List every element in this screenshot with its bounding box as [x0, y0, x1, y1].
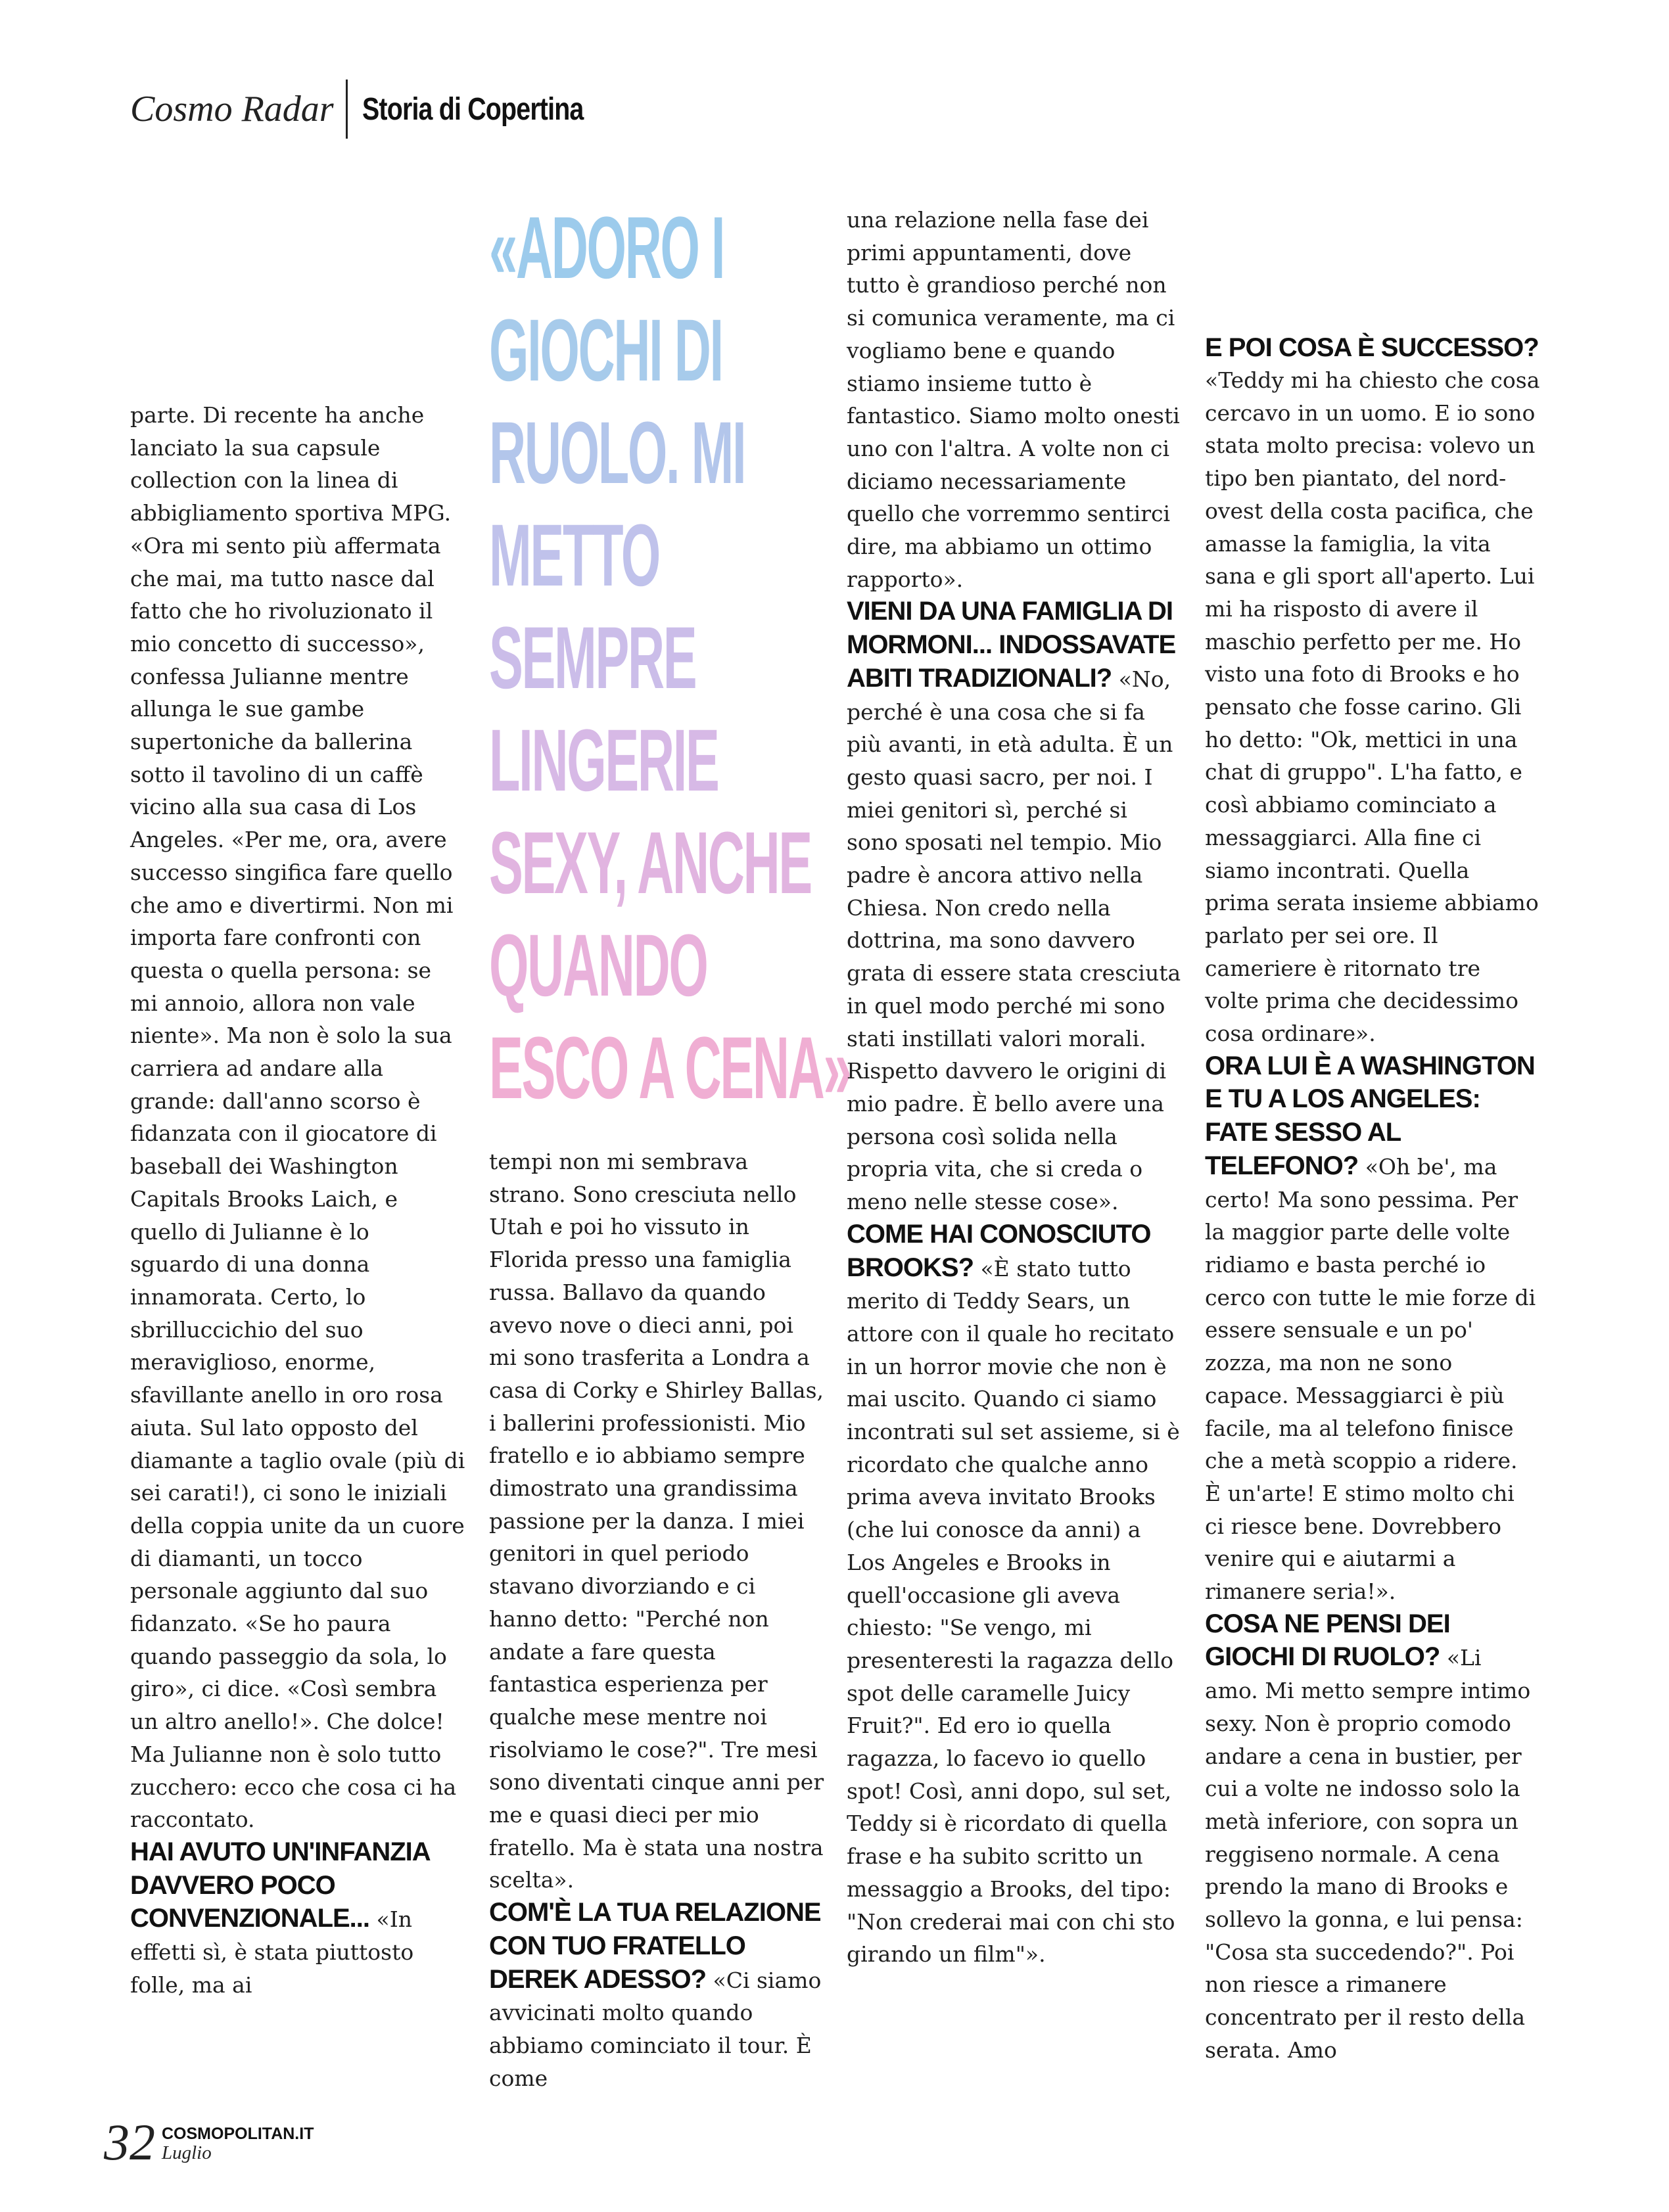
- interview-question: E POI COSA È SUCCESSO?: [1205, 333, 1539, 362]
- column-4-interview-3: [1205, 1608, 1540, 2067]
- interview-question: COM'È LA TUA RELAZIONE CON TUO FRATELLO DEREK ADESSO?: [489, 1898, 821, 1994]
- article-column-3: [847, 204, 1182, 1971]
- interview-answer: «Teddy mi ha chiesto che cosa cercavo in un uomo. E io sono stata molto precisa: volevo un tipo ben piantato, del nord-ovest della costa pacifica, che amasse la famiglia, la vita sana e gli sport all'aperto. Lui mi ha risposto di avere il maschio perfetto per me. Ho visto una foto di Brooks e ho pensato che fosse carino. Gli ho detto: "Ok, mettici in una chat di gruppo". L'ha fatto, e così abbiamo cominciato a messaggiarci. Alla fine ci siamo incontrati. Quella prima serata insieme abbiamo parlato per sei ore. Il cameriere è ritornato tre volte prima che decidessimo cosa ordinare».: [1205, 367, 1540, 1047]
- pull-quote-line: SEMPRE: [489, 609, 696, 707]
- pull-quote-line: SEXY, ANCHE: [489, 814, 811, 912]
- article-column-2: [489, 1145, 824, 2094]
- pull-quote-line: «ADORO I: [489, 199, 724, 297]
- column-3-interview-1: [847, 595, 1182, 1218]
- pull-quote-line: QUANDO: [489, 917, 707, 1015]
- column-3-interview-2: [847, 1218, 1182, 1971]
- interview-question: COME HAI CONOSCIUTO BROOKS?: [847, 1219, 1151, 1282]
- pull-quote-line: LINGERIE: [489, 712, 718, 810]
- site-url: COSMOPOLITAN.IT: [162, 2125, 314, 2143]
- pull-quote: [489, 197, 857, 1120]
- interview-answer: «È stato tutto merito di Teddy Sears, un attore con il quale ho recitato in un horror movie che non è mai uscito. Quando ci siamo incontrati sul set assieme, si è ricordato che qualche anno prima aveva invitato Brooks (che lui conosce da anni) a Los Angeles e Brooks in quell'occasione gli aveva chiesto: "Se vengo, mi presenteresti la ragazza dello spot delle caramelle Juicy Fruit?". Ed ero io quella ragazza, lo facevo io quello spot! Così, anni dopo, sul set, Teddy si è ricordato di quella frase e ha subito scritto un messaggio a Brooks, del tipo: "Non crederai mai con chi sto girando un film"».: [847, 1255, 1180, 1968]
- subsection-title: Storia di Copertina: [362, 91, 584, 127]
- interview-question: HAI AVUTO UN'INFANZIA DAVVERO POCO CONVENZIONALE...: [130, 1837, 430, 1933]
- interview-answer: «In effetti sì, è stata piuttosto folle, ma ai: [130, 1906, 414, 1998]
- column-4-interview-2: [1205, 1050, 1540, 1608]
- page-header: [130, 78, 632, 141]
- article-column-4: [1205, 332, 1540, 2067]
- pull-quote-line: ESCO A CENA»: [489, 1019, 851, 1117]
- interview-question: ORA LUI È A WASHINGTON E TU A LOS ANGELES: FATE SESSO AL TELEFONO?: [1205, 1051, 1535, 1180]
- section-title: Cosmo Radar: [130, 89, 334, 129]
- interview-question: VIENI DA UNA FAMIGLIA DI MORMONI... INDOSSAVATE ABITI TRADIZIONALI?: [847, 597, 1176, 693]
- article-column-1: [130, 399, 465, 2001]
- interview-question: COSA NE PENSI DEI GIOCHI DI RUOLO?: [1205, 1609, 1450, 1672]
- header-divider: [346, 80, 348, 139]
- pull-quote-line: RUOLO. MI: [489, 404, 745, 502]
- pull-quote-line: METTO: [489, 507, 659, 605]
- interview-answer: «Oh be', ma certo! Ma sono pessima. Per la maggior parte delle volte ridiamo e basta perché io cerco con tutte le mie forze di essere sensuale e un po' zozza, ma non ne sono capace. Messaggiarci è più facile, ma al telefono finisce che a metà scoppio a ridere. È un'arte! E stimo molto chi ci riesce bene. Dovrebbero venire qui e aiutarmi a rimanere seria!».: [1205, 1153, 1536, 1605]
- page-footer: [104, 2113, 314, 2171]
- column-2-body: tempi non mi sembrava strano. Sono cresciuta nello Utah e poi ho vissuto in Florida presso una famiglia russa. Ballavo da quando avevo nove o dieci anni, poi mi sono trasferita a Londra a casa di Corky e Shirley Ballas, i ballerini professionisti. Mio fratello e io abbiamo sempre dimostrato una grandissima passione per la danza. I miei genitori in quel periodo stavano divorziando e ci hanno detto: "Perché non andate a fare questa fantastica esperienza per qualche mese mentre noi risolviamo le cose?". Tre mesi sono diventati cinque anni per me e quasi dieci per mio fratello. Ma è stata una nostra scelta».: [489, 1149, 824, 1893]
- interview-answer: «No, perché è una cosa che si fa più avanti, in età adulta. È un gesto quasi sacro, per noi. I miei genitori sì, perché si sono sposati nel tempio. Mio padre è ancora attivo nella Chiesa. Non credo nella dottrina, ma sono davvero grata di essere stata cresciuta in quel modo perché mi sono stati instillati valori morali. Rispetto davvero le origini di mio padre. È bello avere una persona così solida nella propria vita, che si creda o meno nelle stesse cose».: [847, 666, 1181, 1215]
- footer-meta: [162, 2125, 314, 2163]
- column-1-body: parte. Di recente ha anche lanciato la sua capsule collection con la linea di abbigliamento sportiva MPG. «Ora mi sento più affermata che mai, ma tutto nasce dal fatto che ho rivoluzionato il mio concetto di successo», confessa Julianne mentre allunga le sue gambe supertoniche da ballerina sotto il tavolino di un caffè vicino alla sua casa di Los Angeles. «Per me, ora, avere successo singifica fare quello che amo e divertirmi. Non mi importa fare confronti con questa o quella persona: se mi annoio, allora non vale niente». Ma non è solo la sua carriera ad andare alla grande: dall'anno scorso è fidanzata con il giocatore di baseball dei Washington Capitals Brooks Laich, e quello di Julianne è lo sguardo di una donna innamorata. Certo, lo sbrilluccichio del suo meraviglioso, enorme, sfavillante anello in oro rosa aiuta. Sul lato opposto del diamante a taglio ovale (più di sei carati!), ci sono le iniziali della coppia unite da un cuore di diamanti, un tocco personale aggiunto dal suo fidanzato. «Se ho paura quando passeggio da sola, lo giro», ci dice. «Così sembra un altro anello!». Che dolce! Ma Julianne non è solo tutto zucchero: ecco che cosa ci ha raccontato.: [130, 402, 465, 1833]
- column-3-body: una relazione nella fase dei primi appuntamenti, dove tutto è grandioso perché non si comunica veramente, ma ci vogliamo bene e quando stiamo insieme tutto è fantastico. Siamo molto onesti uno con l'altra. A volte non ci diciamo necessariamente quello che vorremmo sentirci dire, ma abbiamo un ottimo rapporto».: [847, 207, 1180, 592]
- column-1-interview: [130, 1836, 465, 2002]
- column-2-interview: [489, 1897, 824, 2094]
- interview-answer: «Ci siamo avvicinati molto quando abbiamo cominciato il tour. È come: [489, 1967, 822, 2091]
- issue-month: Luglio: [162, 2142, 212, 2163]
- pull-quote-line: GIOCHI DI: [489, 302, 722, 400]
- interview-answer: «Li amo. Mi metto sempre intimo sexy. Non è proprio comodo andare a cena in bustier, per cui a volte ne indosso solo la metà inferiore, con sopra un reggiseno normale. A cena prendo la mano di Brooks e sollevo la gonna, e lui pensa: "Cosa sta succedendo?". Poi non riesce a rimanere concentrato per il resto della serata. Amo: [1205, 1645, 1531, 2063]
- page-number: 32: [104, 2113, 155, 2171]
